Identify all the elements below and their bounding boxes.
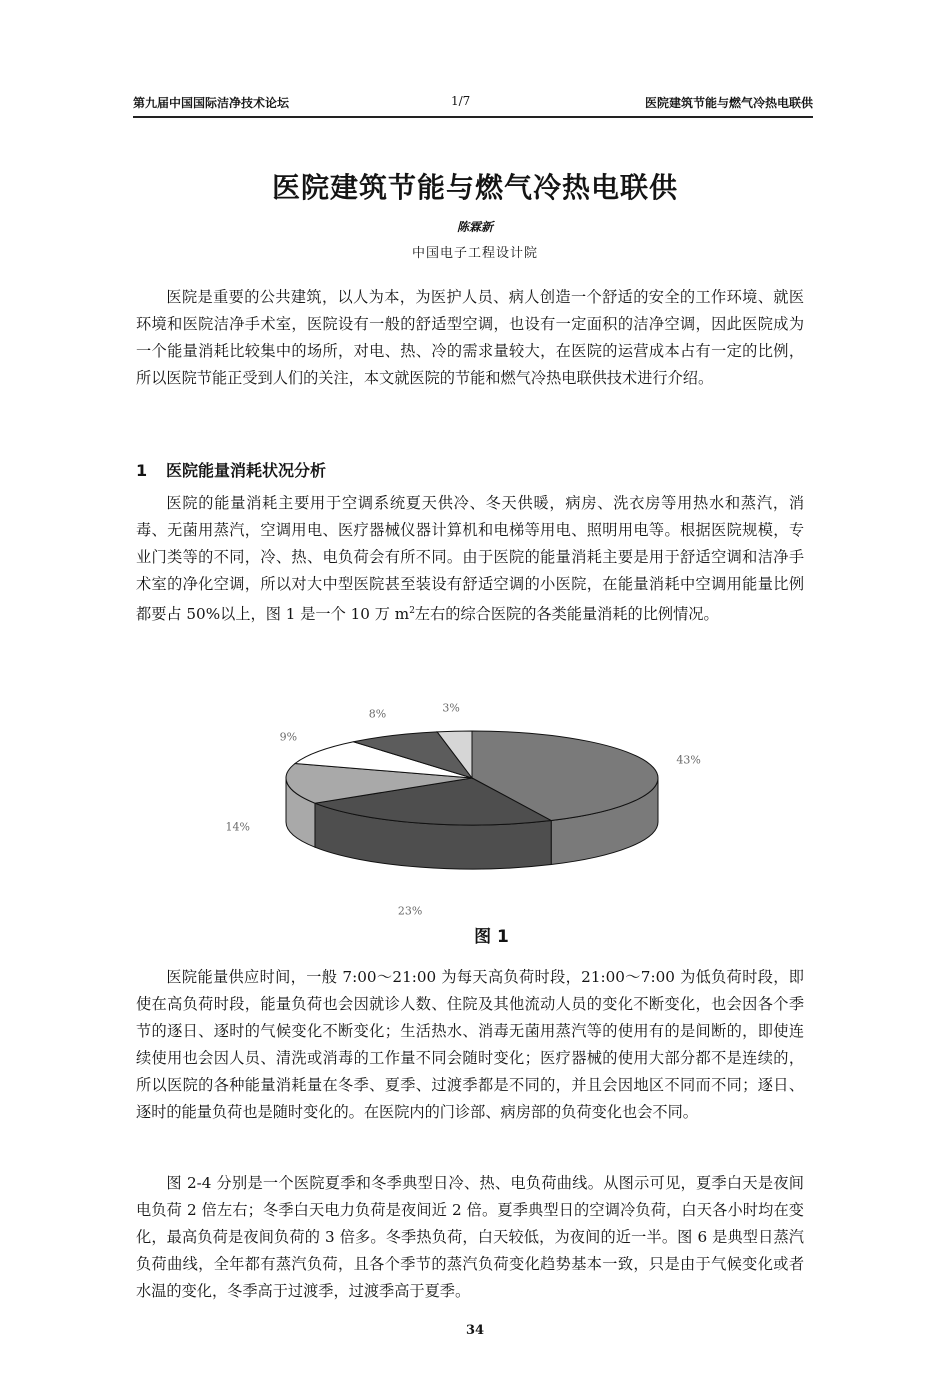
pie-label-3: 9% <box>279 730 298 744</box>
section-1-title: 医院能量消耗状况分析 <box>166 461 327 480</box>
section-1-heading <box>136 458 326 481</box>
page-number: 34 <box>465 1323 485 1338</box>
section-1-number: 1 <box>136 461 148 480</box>
paper-affiliation: 中国电子工程设计院 <box>411 246 538 261</box>
load-time-paragraph: 医院能量供应时间，一般 7:00～21:00 为每天高负荷时段，21:00～7:00 为低负荷时段，即使在高负荷时段，能量负荷也会因就诊人数、住院及其他流动人员的变化不断变化，也会因各个季节的逐日、逐时的气候变化不断变化；生活热水、消毒无菌用蒸汽等的使用有的是间断的，即使连续使用也会因人员、清洗或消毒的工作量不同会随时变化；医疗器械的使用大部分都不是连续的，所以医院的各种能量消耗量在冬季、夏季、过渡季都是不同的，并且会因地区不同而不同；逐日、逐时的能量负荷也是随时变化的。在医院内的门诊部、病房部的负荷变化也会不同。 <box>136 968 804 1121</box>
header-page-count: 1/7 <box>451 94 471 108</box>
pie-top <box>286 731 658 825</box>
paper-title: 医院建筑节能与燃气冷热电联供 <box>271 171 678 204</box>
header-short-title: 医院建筑节能与燃气冷热电联供 <box>644 96 813 110</box>
figure-1-caption: 图 1 <box>474 927 509 947</box>
pie-label-0: 43% <box>676 753 701 767</box>
pie-label-2: 14% <box>225 820 250 834</box>
intro-paragraph: 医院是重要的公共建筑，以人为本，为医护人员、病人创造一个舒适的安全的工作环境、就医环境和医院洁净手术室，医院设有一般的舒适型空调，也设有一定面积的洁净空调，因此医院成为一个能量消耗比较集中的场所，对电、热、冷的需求量较大，在医院的运营成本占有一定的比例，所以医院节能正受到人们的关注，本文就医院的节能和燃气冷热电联供技术进行介绍。 <box>136 288 804 387</box>
section-1-text-b: 左右的综合医院的各类能量消耗的比例情况。 <box>414 605 719 624</box>
superscript-2: 2 <box>409 606 415 616</box>
paper-author: 陈霖新 <box>456 220 493 234</box>
header-conference: 第九届中国国际洁净技术论坛 <box>133 96 290 110</box>
pie-label-1: 23% <box>397 904 423 918</box>
load-curve-paragraph: 图 2-4 分别是一个医院夏季和冬季典型日冷、热、电负荷曲线。从图示可见，夏季白天是夜间电负荷 2 倍左右；冬季白天电力负荷是夜间近 2 倍。夏季典型日的空调冷负荷，白天各小时均在变化，最高负荷是夜间负荷的 3 倍多。冬季热负荷，白天较低，为夜间的近一半。图 6 是典型日蒸汽负荷曲线，全年都有蒸汽负荷，且各个季节的蒸汽负荷变化趋势基本一致，只是由于气候变化或者水温的变化，冬季高于过渡季，过渡季高于夏季。 <box>136 1174 804 1300</box>
pie-label-5: 3% <box>442 701 460 715</box>
header-rule <box>133 116 813 118</box>
section-1-text-a: 医院的能量消耗主要用于空调系统夏天供冷、冬天供暖，病房、洗衣房等用热水和蒸汽，消毒、无菌用蒸汽，空调用电、医疗器械仪器计算机和电梯等用电、照明用电等。根据医院规模，专业门类等的不同，冷、热、电负荷会有所不同。由于医院的能量消耗主要是用于舒适空调和洁净手术室的净化空调，所以对大中型医院甚至装设有舒适空调的小医院，在能量消耗中空调用能量比例都要占 50%以上，图 1 是一个 10 万 m <box>136 494 804 624</box>
running-header <box>133 92 813 114</box>
section-1-paragraph <box>136 490 804 628</box>
pie-label-4: 8% <box>368 707 387 721</box>
pie-chart <box>0 660 950 920</box>
